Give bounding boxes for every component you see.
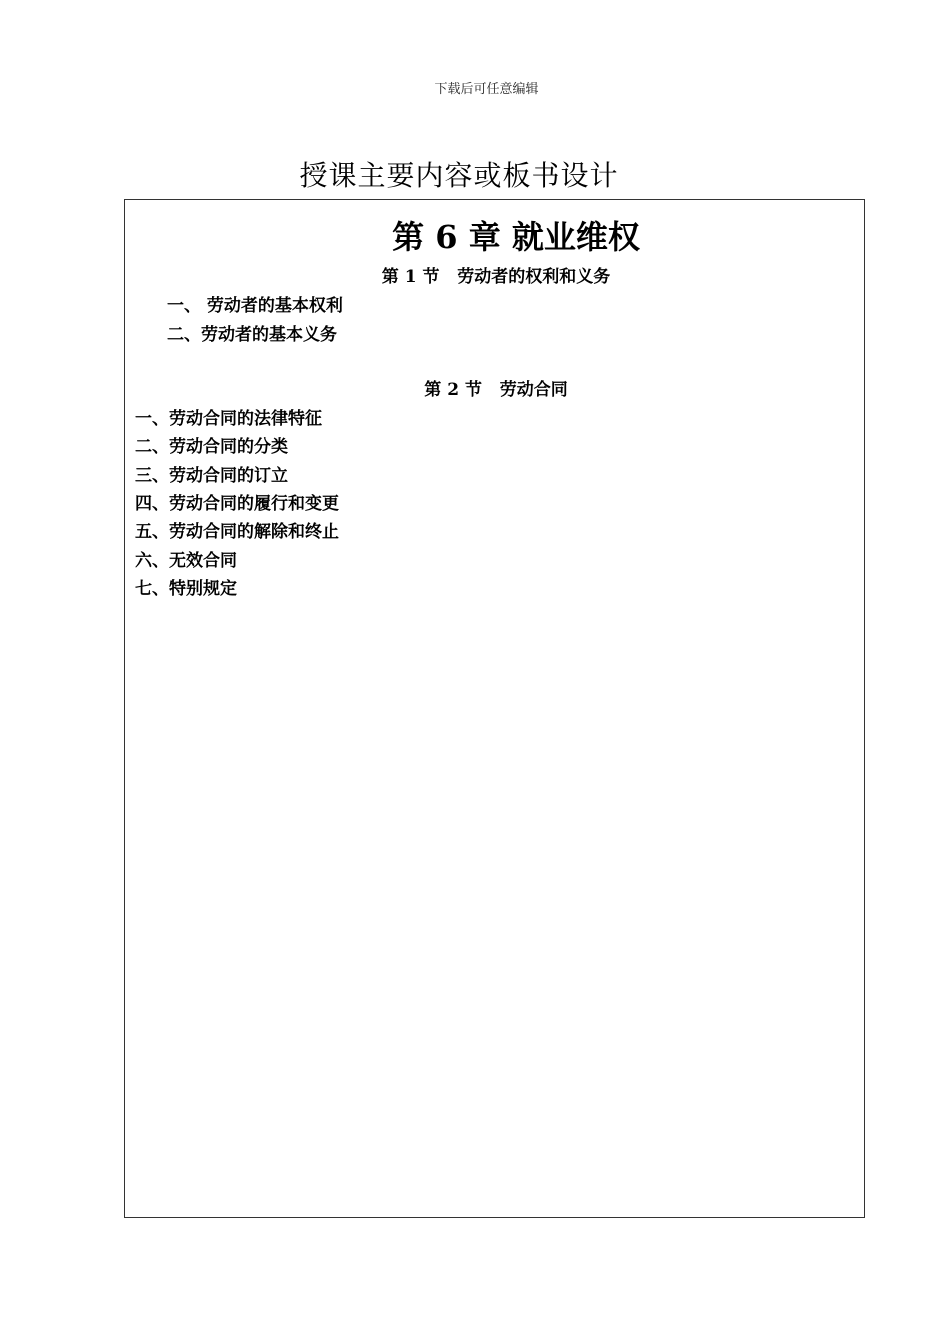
header-note: 下载后可任意编辑 [434,82,539,97]
section-1-item: 一、 劳动者的基本权利 [167,296,343,316]
page-title: 授课主要内容或板书设计 [299,159,619,192]
section-2-item: 七、特别规定 [135,579,237,599]
section-2-item: 二、劳动合同的分类 [135,437,288,457]
section-1-title: 第 1 节 劳动者的权利和义务 [381,267,611,287]
section-1-item: 二、劳动者的基本义务 [167,325,337,345]
section-2-item: 三、劳动合同的订立 [135,466,288,486]
section-2-item: 六、无效合同 [135,551,237,571]
section-2-item: 一、劳动合同的法律特征 [135,409,322,429]
content-box [124,199,865,1218]
section-2-item: 五、劳动合同的解除和终止 [135,522,339,542]
chapter-title: 第 6 章 就业维权 [392,218,640,256]
section-2-item: 四、劳动合同的履行和变更 [135,494,339,514]
section-2-title: 第 2 节 劳动合同 [424,380,568,400]
